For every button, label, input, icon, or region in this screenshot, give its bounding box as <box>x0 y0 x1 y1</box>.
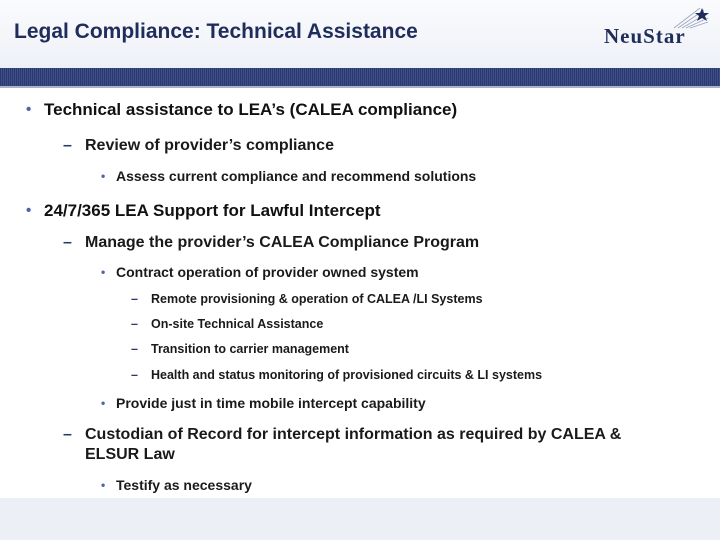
detail-text: Remote provisioning & operation of CALEA /LI Systems <box>151 292 483 306</box>
dash-marker: – <box>63 137 72 154</box>
sub-bullet-text: ELSUR Law <box>85 446 175 463</box>
detail-item <box>131 292 483 306</box>
sub-sub-bullet-item <box>101 168 477 184</box>
dash-marker: – <box>63 426 72 443</box>
bullet-text: Technical assistance to LEA’s (CALEA compliance) <box>44 100 458 119</box>
sub-bullet-continuation <box>85 446 175 464</box>
header-bar <box>0 68 720 88</box>
bullet-marker: • <box>101 265 106 279</box>
bullet-item <box>26 100 458 120</box>
slide-title: Legal Compliance: Technical Assistance <box>14 20 418 43</box>
sub-sub-bullet-text: Contract operation of provider owned system <box>116 264 419 280</box>
bullet-marker: • <box>101 478 106 492</box>
bullet-text: 24/7/365 LEA Support for Lawful Intercept <box>44 201 381 220</box>
dash-marker: – <box>131 368 138 382</box>
logo-wordmark: NeuStar <box>604 24 686 48</box>
sub-bullet-item <box>63 426 622 444</box>
sub-sub-bullet-text: Assess current compliance and recommend solutions <box>116 168 477 184</box>
bullet-marker: • <box>26 101 32 118</box>
dash-marker: – <box>131 342 138 356</box>
detail-text: Transition to carrier management <box>151 342 349 356</box>
detail-item <box>131 342 349 356</box>
sub-sub-bullet-text: Provide just in time mobile intercept capability <box>116 395 426 411</box>
sub-bullet-text: Manage the provider’s CALEA Compliance Program <box>85 234 480 251</box>
bullet-marker: • <box>101 396 106 410</box>
sub-sub-bullet-item <box>101 395 426 411</box>
dash-marker: – <box>131 292 138 306</box>
slide-header <box>0 0 720 68</box>
dash-marker: – <box>63 234 72 251</box>
bullet-marker: • <box>101 169 106 183</box>
dash-marker: – <box>131 317 138 331</box>
footer-band <box>0 498 720 540</box>
detail-item <box>131 317 324 331</box>
sub-bullet-text: Review of provider’s compliance <box>85 137 334 154</box>
sub-sub-bullet-item <box>101 264 419 280</box>
detail-text: On-site Technical Assistance <box>151 317 324 331</box>
sub-sub-bullet-text: Testify as necessary <box>116 477 252 493</box>
sub-bullet-item <box>63 234 480 252</box>
detail-text: Health and status monitoring of provisioned circuits & LI systems <box>151 368 543 382</box>
bullet-marker: • <box>26 202 32 219</box>
neustar-logo <box>604 6 714 60</box>
sub-bullet-text: Custodian of Record for intercept information as required by CALEA & <box>85 426 622 443</box>
slide-body <box>0 90 720 498</box>
sub-sub-bullet-item <box>101 477 252 493</box>
bullet-item <box>26 201 381 221</box>
detail-item <box>131 368 543 382</box>
sub-bullet-item <box>63 137 334 155</box>
